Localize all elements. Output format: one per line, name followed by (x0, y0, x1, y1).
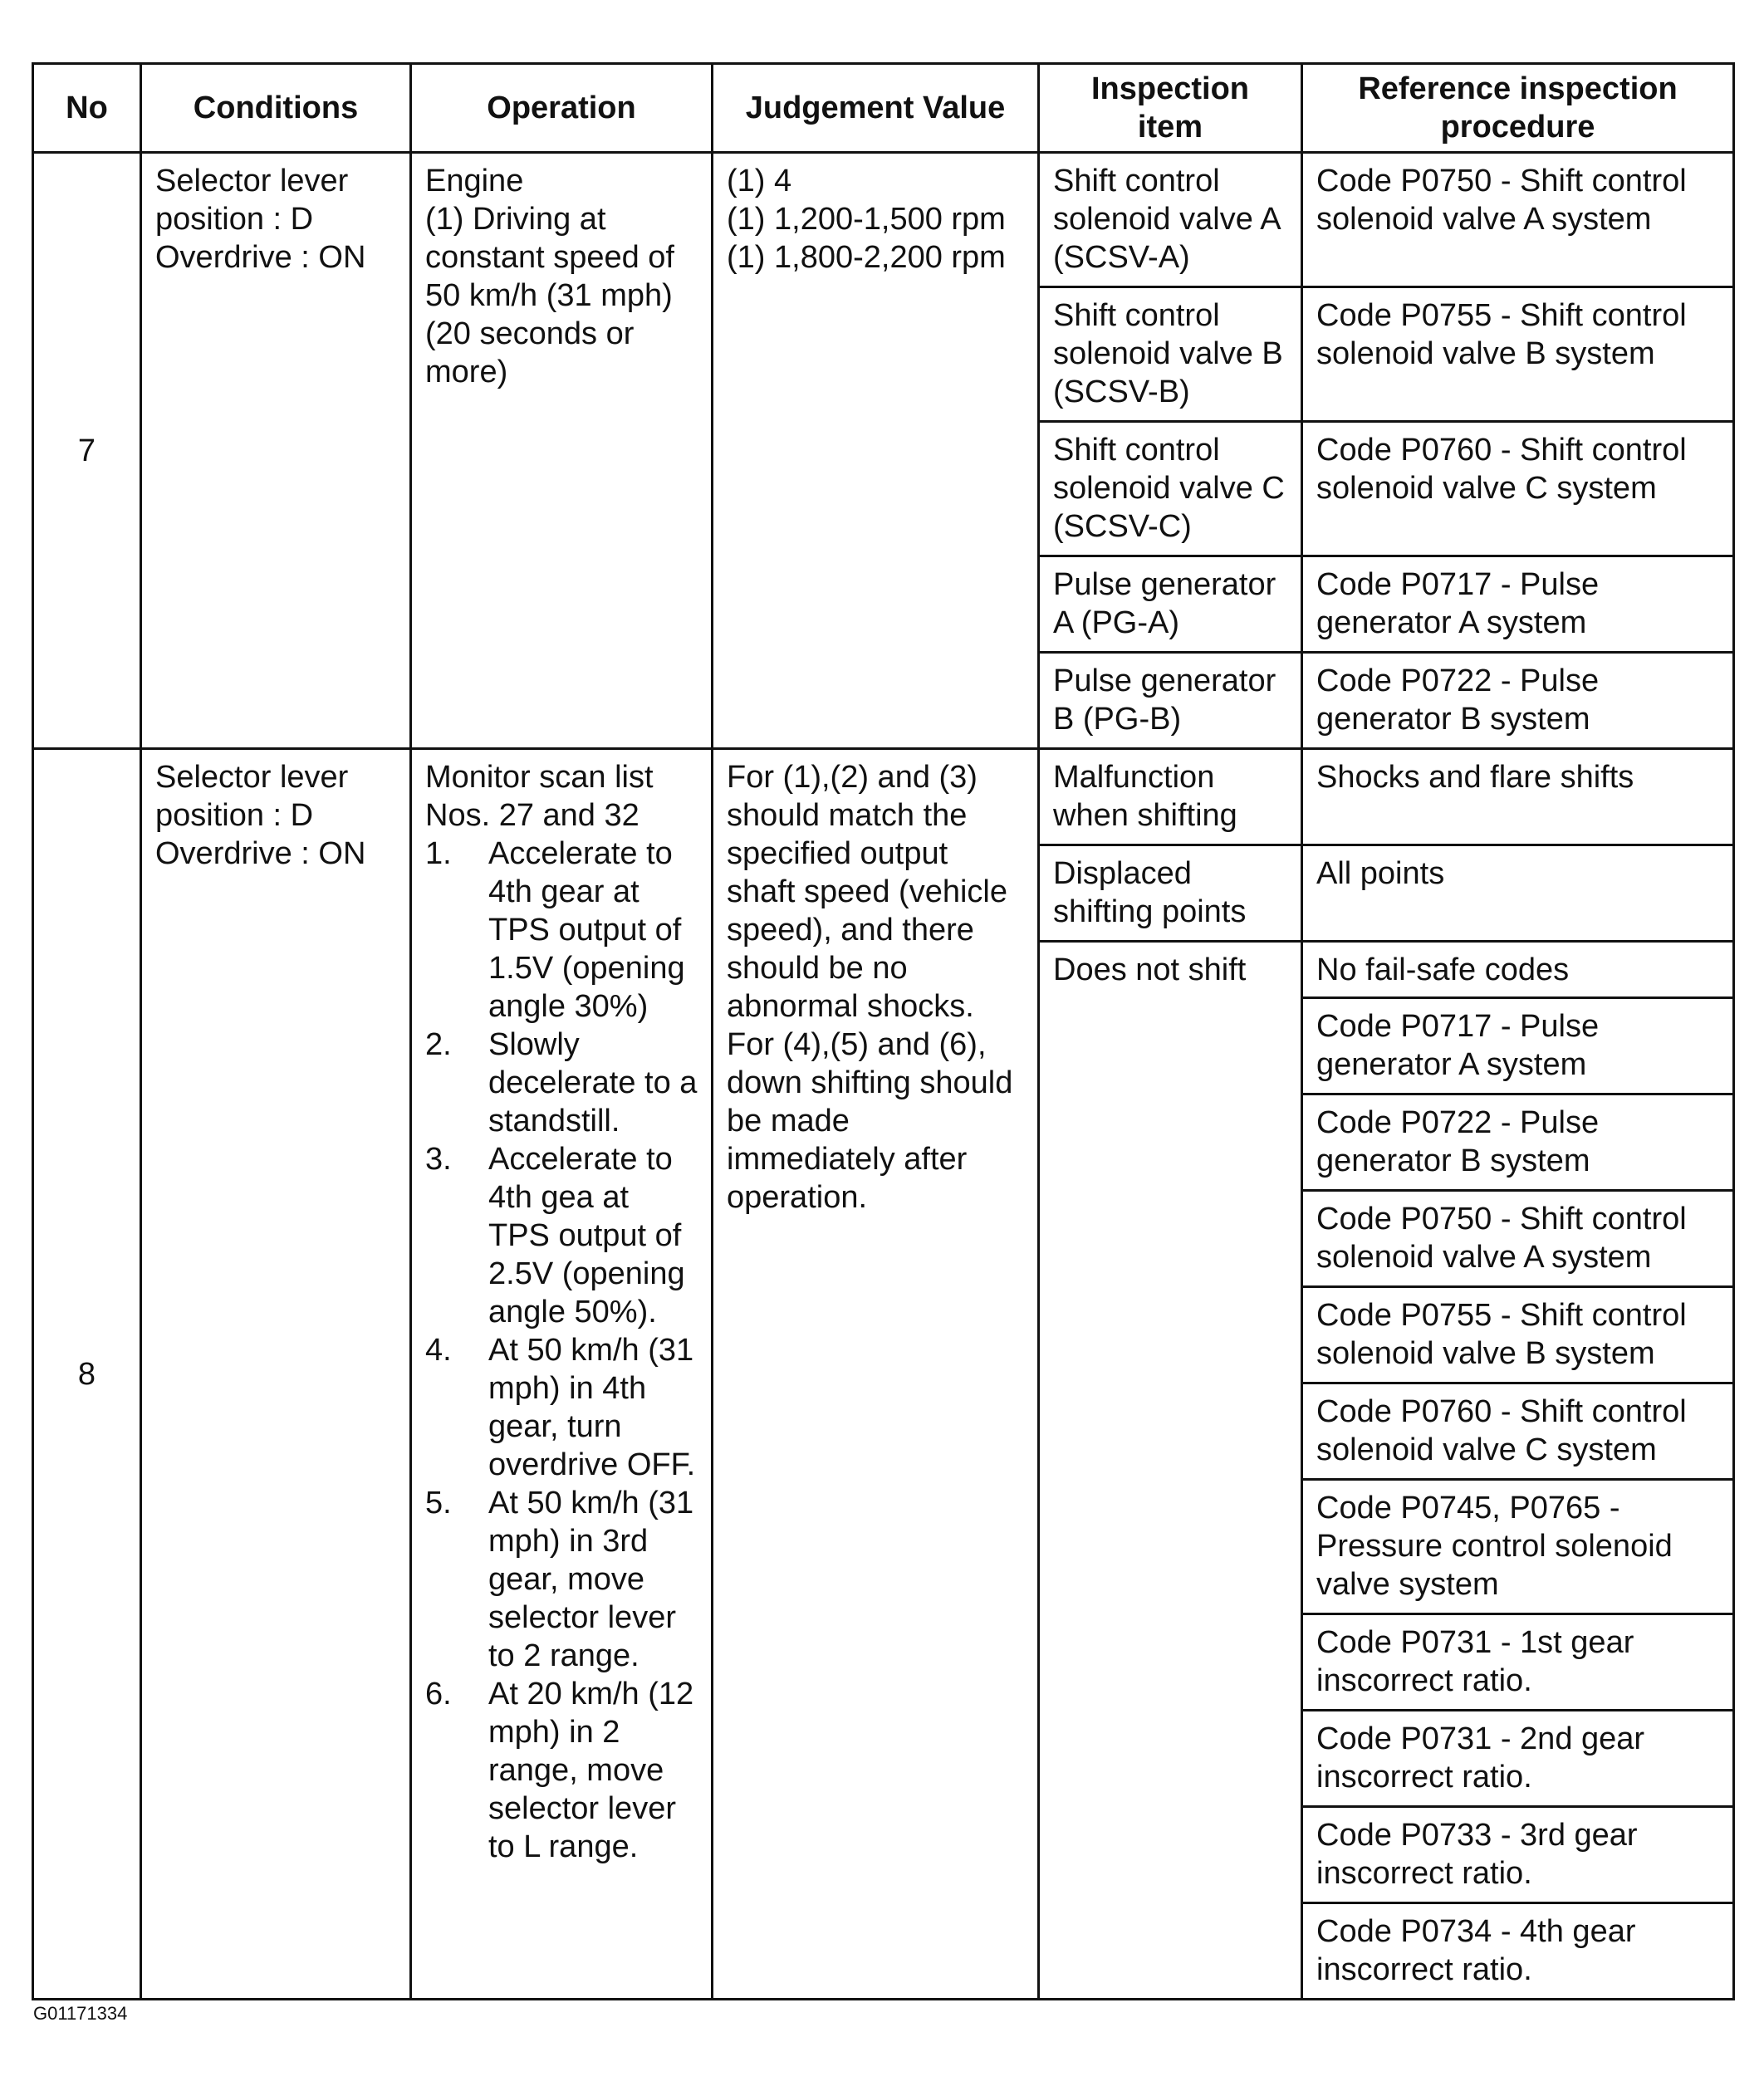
reference-cell: Code P0760 - Shift control solenoid valve C system (1302, 422, 1734, 556)
operation-intro: Monitor scan list Nos. 27 and 32 (425, 760, 654, 833)
reference-cell: Code P0750 - Shift control solenoid valve A system (1302, 153, 1734, 287)
operation-steps (425, 835, 698, 1866)
reference-cell: Code P0731 - 1st gear inscorrect ratio. (1302, 1614, 1734, 1711)
operation-line: Engine (425, 164, 524, 198)
header-row (33, 64, 1734, 153)
header-conditions: Conditions (141, 64, 411, 153)
inspection-item-cell: Shift control solenoid valve C (SCSV-C) (1039, 422, 1302, 556)
reference-cell: Shocks and flare shifts (1302, 749, 1734, 845)
reference-cell: Code P0733 - 3rd gear inscorrect ratio. (1302, 1807, 1734, 1903)
step-item: 4. At 50 km/h (31 mph) in 4th gear, turn overdrive OFF. (425, 1333, 696, 1482)
condition-line: Overdrive : ON (155, 240, 366, 275)
inspection-item-cell: Displaced shifting points (1039, 845, 1302, 942)
step-item: 6. At 20 km/h (12 mph) in 2 range, move selector lever to L range. (425, 1677, 694, 1864)
judgement-line: (1) 1,200-1,500 rpm (727, 202, 1006, 237)
condition-line: Selector lever (155, 760, 349, 795)
reference-cell: Code P0734 - 4th gear inscorrect ratio. (1302, 1903, 1734, 2000)
condition-line: Overdrive : ON (155, 836, 366, 871)
header-inspection-item: Inspection item (1039, 64, 1302, 153)
inspection-item-cell: Shift control solenoid valve B (SCSV-B) (1039, 287, 1302, 422)
reference-cell: Code P0722 - Pulse generator B system (1302, 653, 1734, 749)
inspection-item-cell: Pulse generator A (PG-A) (1039, 556, 1302, 653)
judgement-cell (713, 153, 1039, 749)
reference-cell: Code P0717 - Pulse generator A system (1302, 556, 1734, 653)
reference-cell: Code P0717 - Pulse generator A system (1302, 998, 1734, 1094)
judgement-line: (1) 4 (727, 164, 792, 198)
reference-cell: Code P0745, P0765 - Pressure control solenoid valve system (1302, 1480, 1734, 1614)
header-reference-procedure: Reference inspection procedure (1302, 64, 1734, 153)
row-number: 8 (33, 749, 141, 2000)
inspection-table (32, 62, 1735, 2000)
header-judgement-value: Judgement Value (713, 64, 1039, 153)
step-item: 5. At 50 km/h (31 mph) in 3rd gear, move selector lever to 2 range. (425, 1486, 694, 1673)
reference-cell: All points (1302, 845, 1734, 942)
operation-cell (411, 153, 713, 749)
step-item: 1. Accelerate to 4th gear at TPS output of 1.5V (opening angle 30%) (425, 836, 685, 1024)
reference-cell: Code P0755 - Shift control solenoid valve B system (1302, 1287, 1734, 1383)
judgement-line: (1) 1,800-2,200 rpm (727, 240, 1006, 275)
operation-line: (1) Driving at constant speed of 50 km/h (31 mph) (20 seconds or more) (425, 202, 674, 389)
judgement-cell: For (1),(2) and (3) should match the specified output shaft speed (vehicle speed), and there should be no abnormal shocks. For (4),(5) and (6), down shifting should be made immediately after operation. (713, 749, 1039, 2000)
inspection-item-cell: Does not shift (1039, 942, 1302, 2000)
reference-cell: Code P0750 - Shift control solenoid valve A system (1302, 1191, 1734, 1287)
row-number: 7 (33, 153, 141, 749)
inspection-item-cell: Shift control solenoid valve A (SCSV-A) (1039, 153, 1302, 287)
step-item: 3. Accelerate to 4th gea at TPS output of 2.5V (opening angle 50%). (425, 1142, 685, 1329)
row-8 (33, 749, 1734, 845)
conditions-cell (141, 749, 411, 2000)
inspection-item-cell: Pulse generator B (PG-B) (1039, 653, 1302, 749)
figure-id: G01171334 (33, 2003, 128, 2024)
row-7 (33, 153, 1734, 287)
reference-cell: Code P0755 - Shift control solenoid valve B system (1302, 287, 1734, 422)
spec-sheet (32, 62, 1732, 2000)
condition-line: position : D (155, 202, 314, 237)
condition-line: Selector lever (155, 164, 349, 198)
condition-line: position : D (155, 798, 314, 833)
operation-cell (411, 749, 713, 2000)
reference-cell: No fail-safe codes (1302, 942, 1734, 998)
header-operation: Operation (411, 64, 713, 153)
reference-cell: Code P0760 - Shift control solenoid valve C system (1302, 1383, 1734, 1480)
inspection-item-cell: Malfunction when shifting (1039, 749, 1302, 845)
conditions-cell (141, 153, 411, 749)
header-no: No (33, 64, 141, 153)
reference-cell: Code P0722 - Pulse generator B system (1302, 1094, 1734, 1191)
reference-cell: Code P0731 - 2nd gear inscorrect ratio. (1302, 1711, 1734, 1807)
step-item: 2. Slowly decelerate to a standstill. (425, 1027, 698, 1138)
